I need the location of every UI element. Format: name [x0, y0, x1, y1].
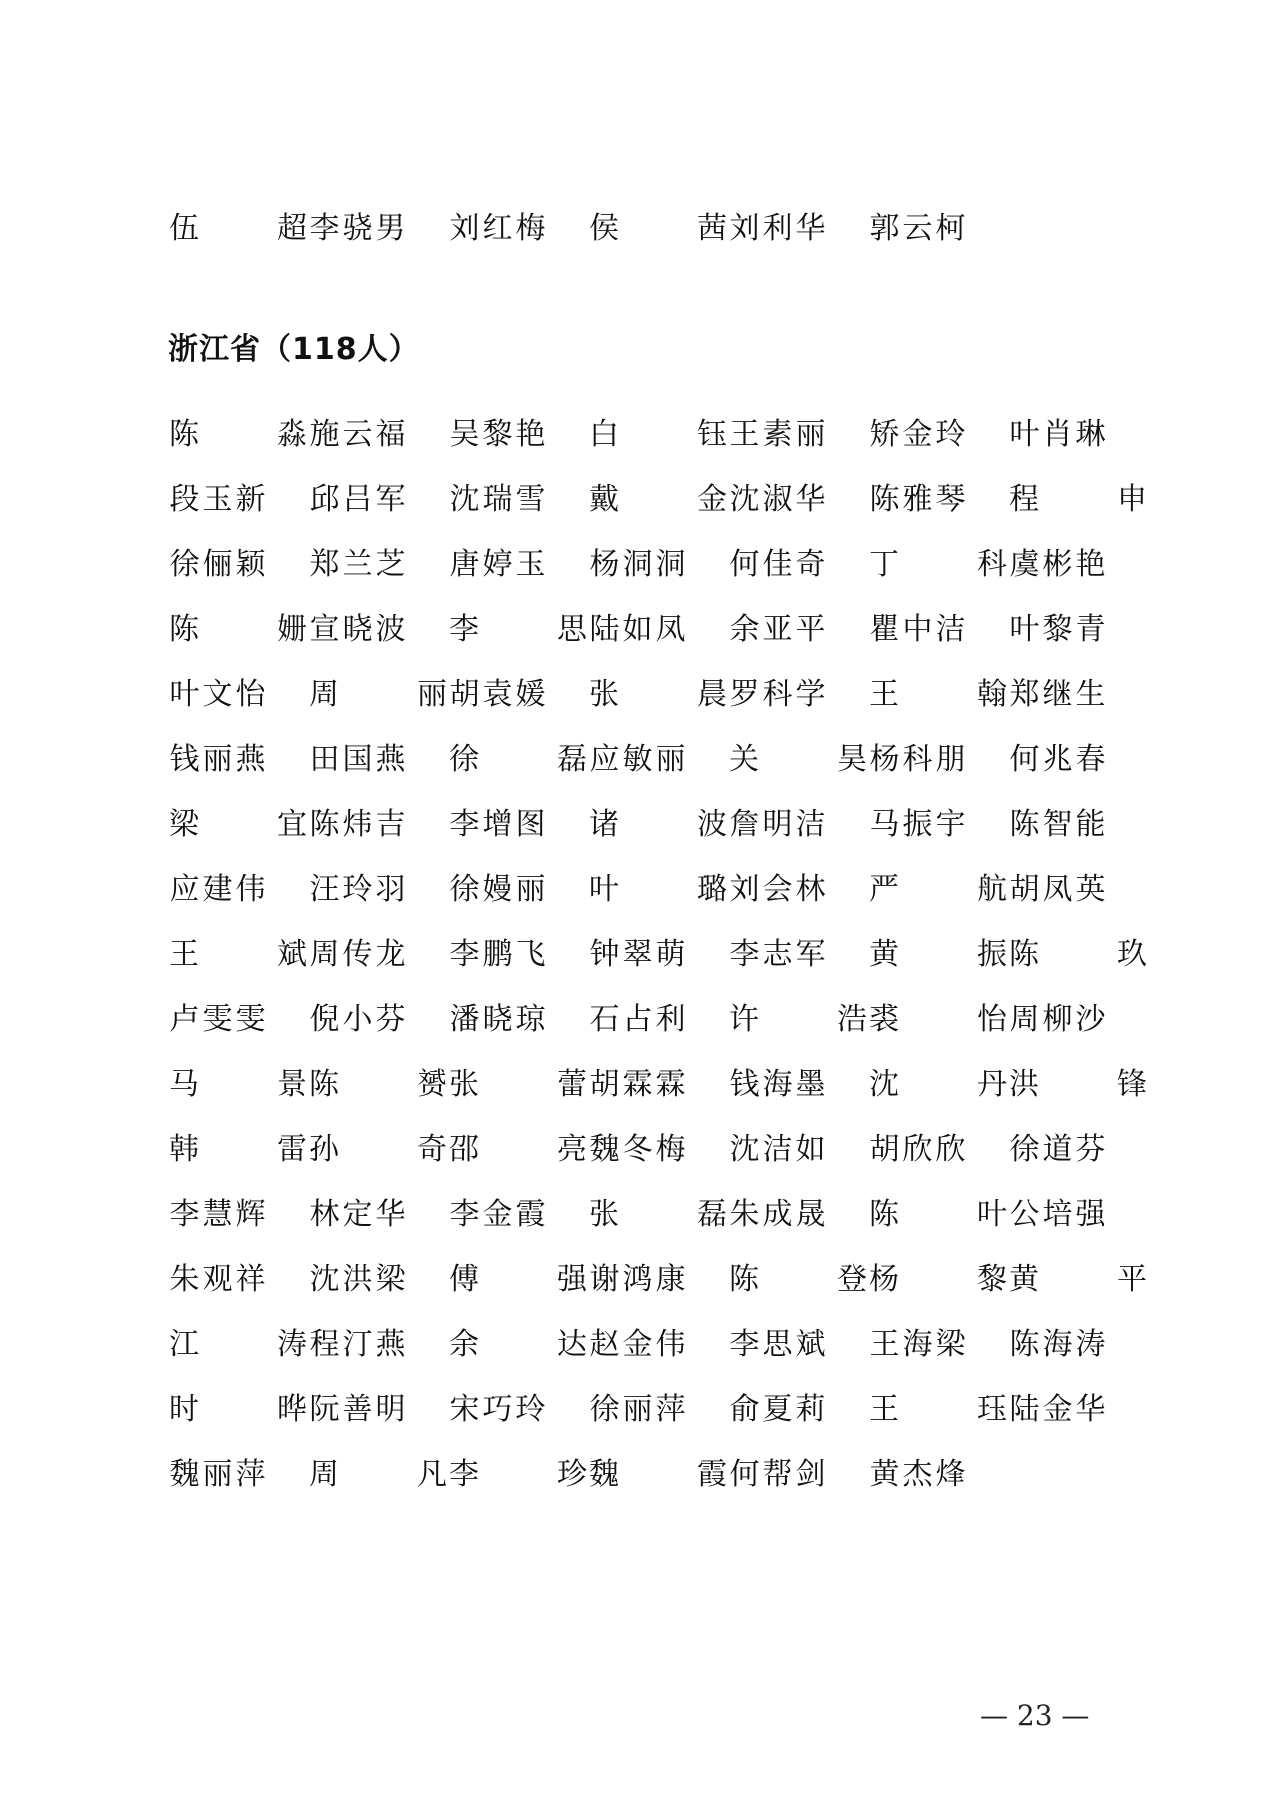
name-row — [168, 727, 1168, 792]
name-row — [168, 1312, 1168, 1377]
person-name: 陈 赟 — [309, 1066, 447, 1102]
name-row — [168, 1117, 1168, 1182]
person-name: 裘 怡 — [869, 1001, 1007, 1037]
person-name: 严 航 — [869, 871, 1007, 907]
person-name: 李 珍 — [449, 1456, 587, 1492]
person-name: 程 申 — [1009, 481, 1147, 517]
person-name: 朱 观 祥 — [169, 1261, 266, 1297]
name-row — [168, 987, 1168, 1052]
person-name: 矫 金 玲 — [869, 416, 966, 452]
person-name: 谢 鸿 康 — [589, 1261, 686, 1297]
person-name: 李 骁 男 — [309, 210, 406, 246]
name-row — [168, 792, 1168, 857]
person-name: 程 汀 燕 — [309, 1326, 406, 1362]
person-name: 叶 肖 琳 — [1009, 416, 1106, 452]
person-name: 钱 海 墨 — [729, 1066, 826, 1102]
person-name: 宣 晓 波 — [309, 611, 406, 647]
person-name: 张 蕾 — [449, 1066, 587, 1102]
person-name: 梁 宜 — [169, 806, 307, 842]
person-name: 戴 金 — [589, 481, 727, 517]
person-name: 陈 玖 — [1009, 936, 1147, 972]
person-name: 徐 道 芬 — [1009, 1131, 1106, 1167]
person-name: 郑 兰 芝 — [309, 546, 406, 582]
person-name: 陈 智 能 — [1009, 806, 1106, 842]
person-name: 段 玉 新 — [169, 481, 266, 517]
person-name: 叶 璐 — [589, 871, 727, 907]
name-row — [168, 532, 1168, 597]
name-row — [168, 196, 1168, 261]
person-name: 王 珏 — [869, 1391, 1007, 1427]
person-name: 李 金 霞 — [449, 1196, 546, 1232]
person-name: 何 兆 春 — [1009, 741, 1106, 777]
person-name: 伍 超 — [169, 210, 307, 246]
person-name: 徐 丽 萍 — [589, 1391, 686, 1427]
person-name: 王 海 梁 — [869, 1326, 966, 1362]
person-name: 黄 振 — [869, 936, 1007, 972]
person-name: 田 国 燕 — [309, 741, 406, 777]
person-name: 瞿 中 洁 — [869, 611, 966, 647]
person-name: 杨 黎 — [869, 1261, 1007, 1297]
person-name: 沈 淑 华 — [729, 481, 826, 517]
person-name: 李 思 斌 — [729, 1326, 826, 1362]
person-name: 时 晔 — [169, 1391, 307, 1427]
person-name: 陈 姗 — [169, 611, 307, 647]
person-name: 马 振 宇 — [869, 806, 966, 842]
person-name: 魏 丽 萍 — [169, 1456, 266, 1492]
person-name: 林 定 华 — [309, 1196, 406, 1232]
person-name: 王 翰 — [869, 676, 1007, 712]
person-name: 郭 云 柯 — [869, 210, 966, 246]
person-name: 刘 会 林 — [729, 871, 826, 907]
person-name: 关 昊 — [729, 741, 867, 777]
person-name: 陆 金 华 — [1009, 1391, 1106, 1427]
name-row — [168, 857, 1168, 922]
person-name: 周 传 龙 — [309, 936, 406, 972]
person-name: 白 钰 — [589, 416, 727, 452]
names-list — [168, 402, 1168, 1507]
person-name: 吴 黎 艳 — [449, 416, 546, 452]
person-name: 应 建 伟 — [169, 871, 266, 907]
person-name: 沈 丹 — [869, 1066, 1007, 1102]
person-name: 叶 黎 青 — [1009, 611, 1106, 647]
person-name: 诸 波 — [589, 806, 727, 842]
person-name: 陆 如 凤 — [589, 611, 686, 647]
person-name: 王 斌 — [169, 936, 307, 972]
person-name: 李 志 军 — [729, 936, 826, 972]
person-name: 余 达 — [449, 1326, 587, 1362]
person-name: 魏 霞 — [589, 1456, 727, 1492]
person-name: 李 慧 辉 — [169, 1196, 266, 1232]
person-name: 倪 小 芬 — [309, 1001, 406, 1037]
person-name: 周 凡 — [309, 1456, 447, 1492]
top-names-block — [168, 196, 1168, 261]
person-name: 刘 利 华 — [729, 210, 826, 246]
person-name: 宋 巧 玲 — [449, 1391, 546, 1427]
person-name: 邵 亮 — [449, 1131, 587, 1167]
person-name: 俞 夏 莉 — [729, 1391, 826, 1427]
person-name: 朱 成 晟 — [729, 1196, 826, 1232]
person-name: 沈 洁 如 — [729, 1131, 826, 1167]
name-row — [168, 1247, 1168, 1312]
person-name: 石 占 利 — [589, 1001, 686, 1037]
name-row — [168, 1442, 1168, 1507]
person-name: 赵 金 伟 — [589, 1326, 686, 1362]
person-name: 潘 晓 琼 — [449, 1001, 546, 1037]
person-name: 何 佳 奇 — [729, 546, 826, 582]
person-name: 余 亚 平 — [729, 611, 826, 647]
person-name: 张 磊 — [589, 1196, 727, 1232]
person-name: 黄 杰 烽 — [869, 1456, 966, 1492]
person-name: 陈 海 涛 — [1009, 1326, 1106, 1362]
person-name: 胡 霖 霖 — [589, 1066, 686, 1102]
person-name: 韩 雷 — [169, 1131, 307, 1167]
person-name: 施 云 福 — [309, 416, 406, 452]
name-row — [168, 467, 1168, 532]
name-row — [168, 662, 1168, 727]
person-name: 沈 洪 梁 — [309, 1261, 406, 1297]
person-name: 邱 吕 军 — [309, 481, 406, 517]
person-name: 陈 叶 — [869, 1196, 1007, 1232]
person-name: 丁 科 — [869, 546, 1007, 582]
person-name: 马 景 — [169, 1066, 307, 1102]
person-name: 魏 冬 梅 — [589, 1131, 686, 1167]
person-name: 唐 婷 玉 — [449, 546, 546, 582]
person-name: 胡 凤 英 — [1009, 871, 1106, 907]
person-name: 周 柳 沙 — [1009, 1001, 1106, 1037]
name-row — [168, 402, 1168, 467]
name-row — [168, 597, 1168, 662]
person-name: 洪 锋 — [1009, 1066, 1147, 1102]
person-name: 叶 文 怡 — [169, 676, 266, 712]
person-name: 李 思 — [449, 611, 587, 647]
person-name: 陈 登 — [729, 1261, 867, 1297]
person-name: 陈 雅 琴 — [869, 481, 966, 517]
person-name: 公 培 强 — [1009, 1196, 1106, 1232]
person-name: 孙 奇 — [309, 1131, 447, 1167]
person-name: 郑 继 生 — [1009, 676, 1106, 712]
person-name: 钱 丽 燕 — [169, 741, 266, 777]
person-name: 李 鹏 飞 — [449, 936, 546, 972]
person-name: 应 敏 丽 — [589, 741, 686, 777]
person-name: 江 涛 — [169, 1326, 307, 1362]
person-name: 虞 彬 艳 — [1009, 546, 1106, 582]
person-name: 汪 玲 羽 — [309, 871, 406, 907]
person-name: 许 浩 — [729, 1001, 867, 1037]
person-name: 何 帮 剑 — [729, 1456, 826, 1492]
name-row — [168, 1182, 1168, 1247]
person-name: 黄 平 — [1009, 1261, 1147, 1297]
person-name: 詹 明 洁 — [729, 806, 826, 842]
person-name: 徐 嫚 丽 — [449, 871, 546, 907]
person-name: 侯 茜 — [589, 210, 727, 246]
person-name: 王 素 丽 — [729, 416, 826, 452]
person-name: 李 增 图 — [449, 806, 546, 842]
name-row — [168, 1377, 1168, 1442]
section-heading: 浙江省（118人） — [168, 332, 420, 367]
person-name: 阮 善 明 — [309, 1391, 406, 1427]
person-name: 卢 雯 雯 — [169, 1001, 266, 1037]
person-name: 胡 欣 欣 — [869, 1131, 966, 1167]
person-name: 杨 洞 洞 — [589, 546, 686, 582]
person-name: 周 丽 — [309, 676, 447, 712]
person-name: 陈 淼 — [169, 416, 307, 452]
person-name: 胡 袁 媛 — [449, 676, 546, 712]
person-name: 徐 俪 颖 — [169, 546, 266, 582]
person-name: 傅 强 — [449, 1261, 587, 1297]
name-row — [168, 1052, 1168, 1117]
person-name: 刘 红 梅 — [449, 210, 546, 246]
person-name: 沈 瑞 雪 — [449, 481, 546, 517]
person-name: 罗 科 学 — [729, 676, 826, 712]
person-name: 钟 翠 萌 — [589, 936, 686, 972]
page-number: — 23 — — [980, 1699, 1090, 1732]
person-name: 张 晨 — [589, 676, 727, 712]
person-name: 徐 磊 — [449, 741, 587, 777]
person-name: 陈 炜 吉 — [309, 806, 406, 842]
person-name: 杨 科 朋 — [869, 741, 966, 777]
name-row — [168, 922, 1168, 987]
